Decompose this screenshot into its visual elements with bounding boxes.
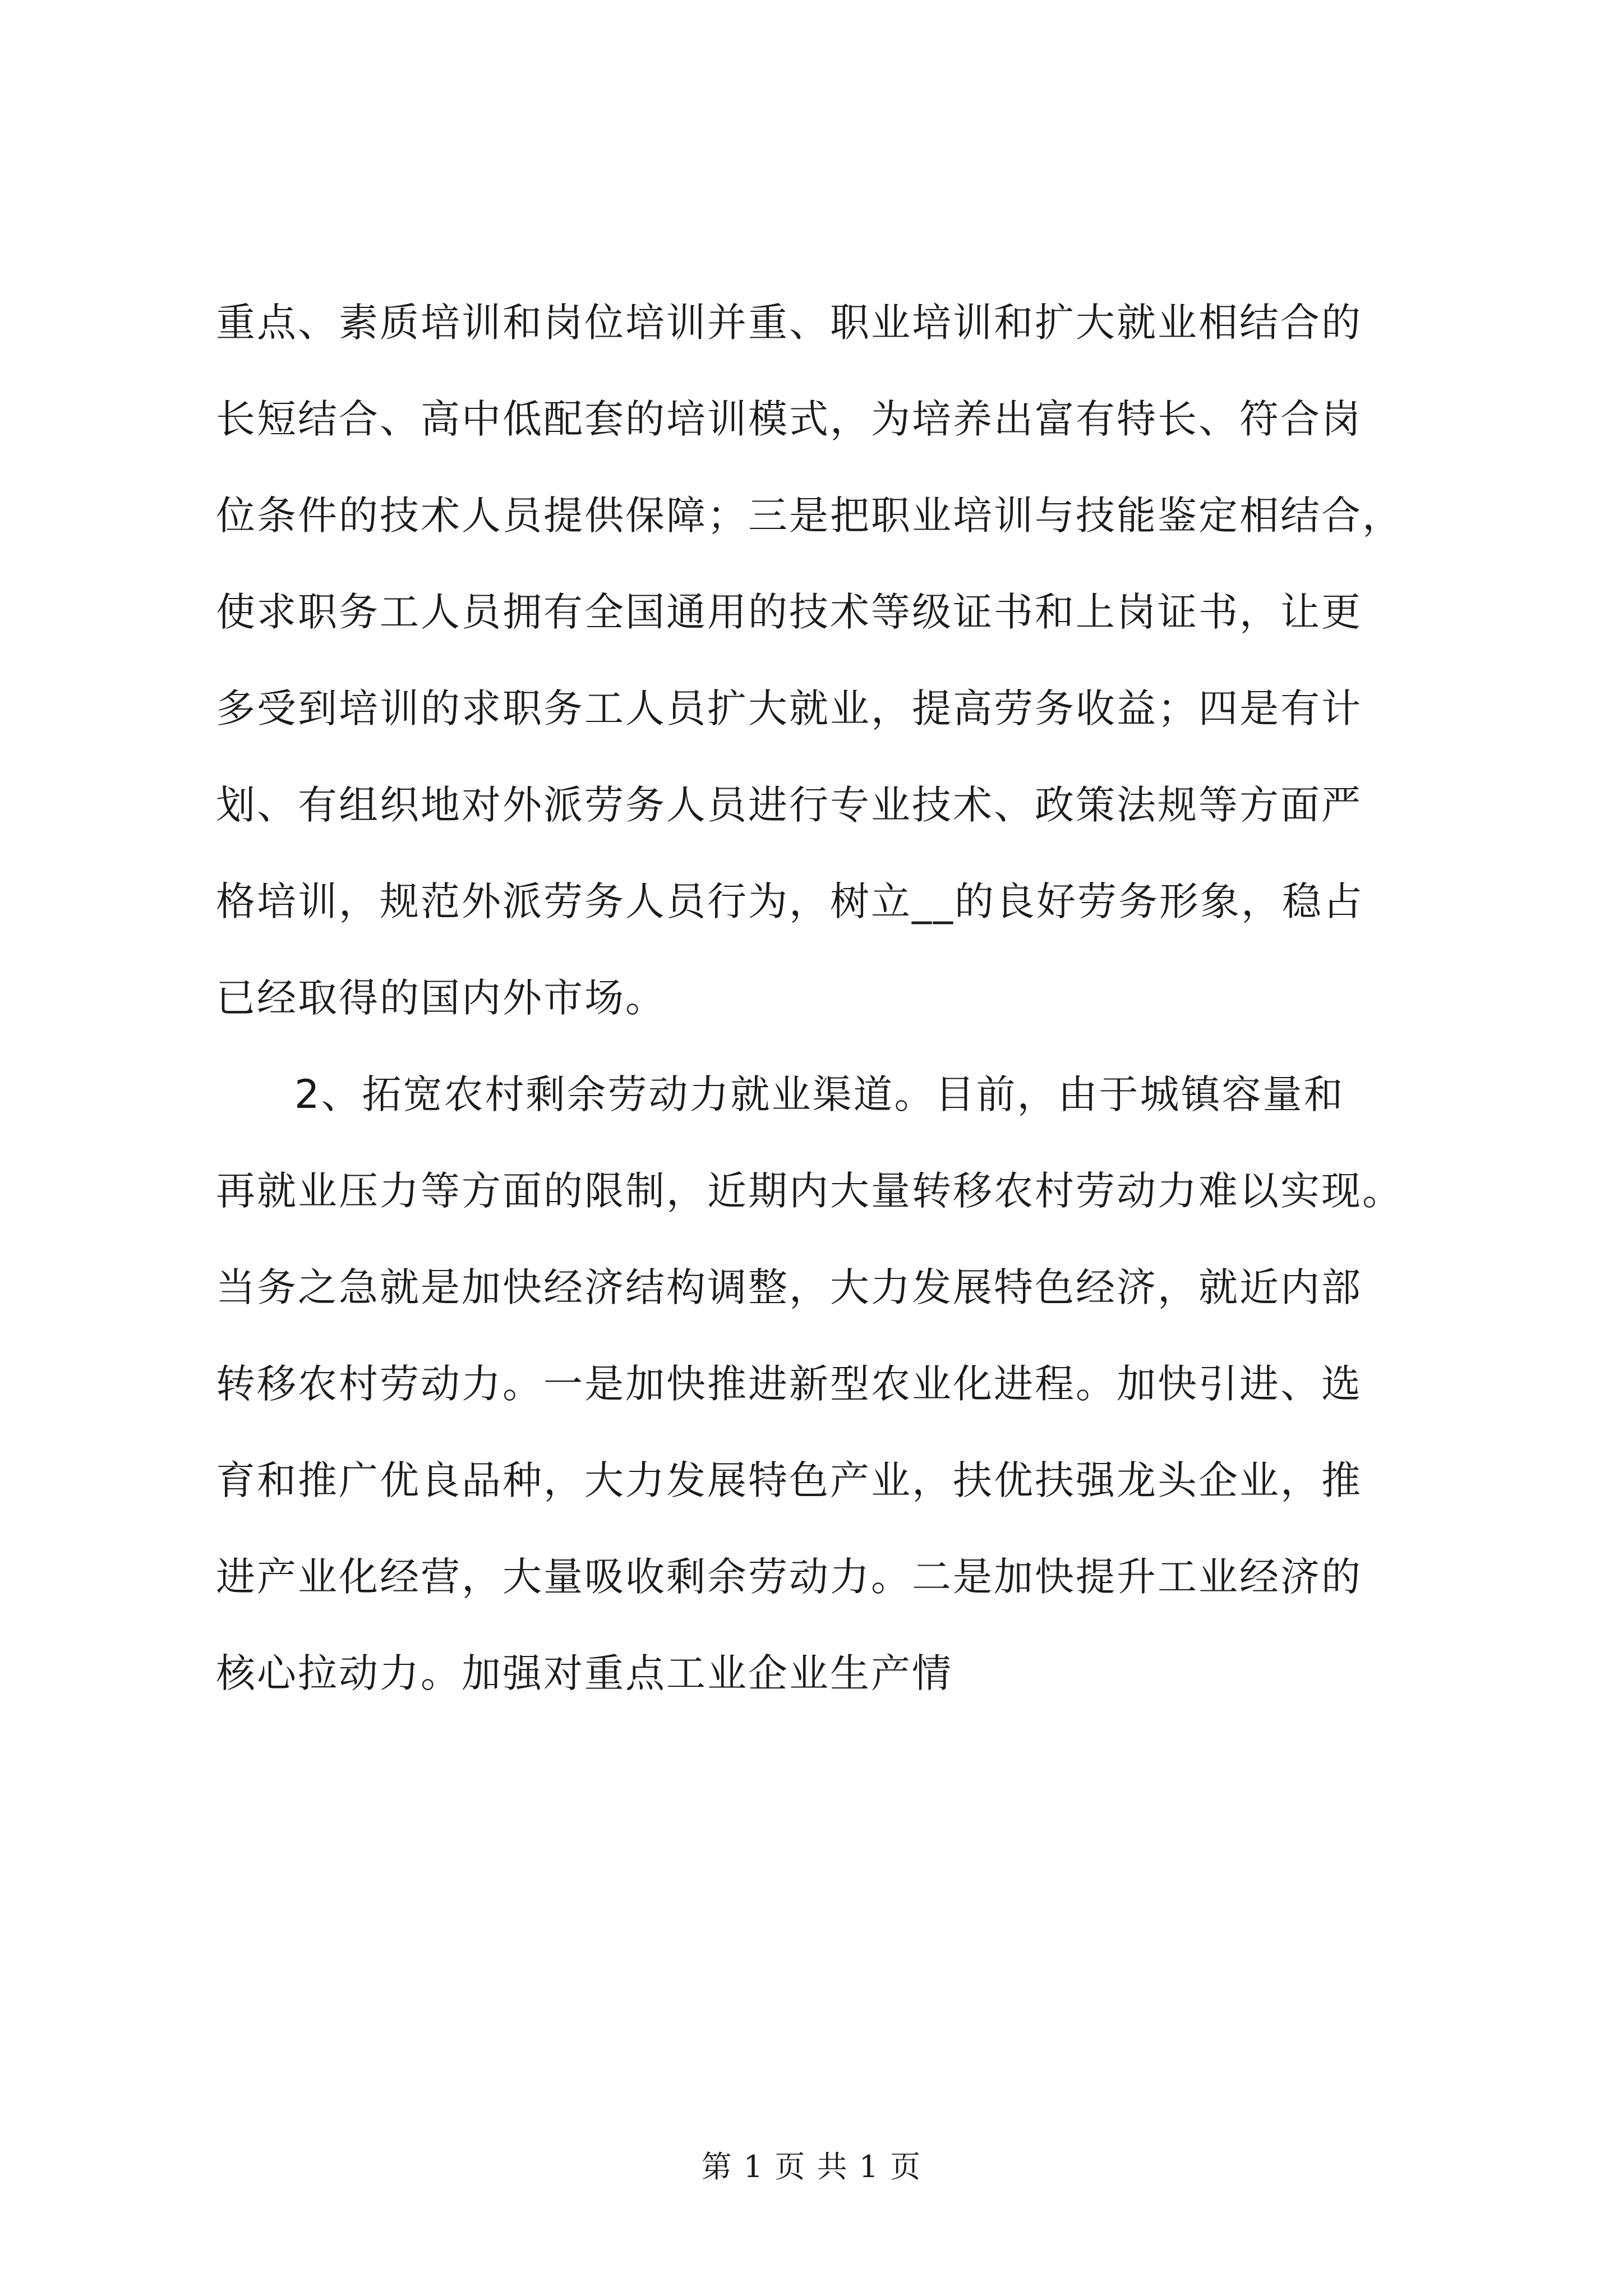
text-line: 位条件的技术人员提供保障；三是把职业培训与技能鉴定相结合， <box>216 493 1403 539</box>
paragraph-start-line: 2、拓宽农村剩余劳动力就业渠道。目前，由于城镇容量和 <box>294 1071 1345 1117</box>
text-line: 进产业化经营，大量吸收剩余劳动力。二是加快提升工业经济的 <box>216 1554 1362 1600</box>
text-line: 核心拉动力。加强对重点工业企业生产情 <box>216 1650 953 1696</box>
text-line: 使求职务工人员拥有全国通用的技术等级证书和上岗证书，让更 <box>216 589 1362 635</box>
text-line: 划、有组织地对外派劳务人员进行专业技术、政策法规等方面严 <box>216 782 1362 828</box>
page-number-footer: 第 1 页 共 1 页 <box>701 2149 922 2184</box>
text-line: 已经取得的国内外市场。 <box>216 975 666 1021</box>
text-line: 再就业压力等方面的限制，近期内大量转移农村劳动力难以实现。 <box>216 1168 1403 1214</box>
text-line: 转移农村劳动力。一是加快推进新型农业化进程。加快引进、选 <box>216 1361 1362 1407</box>
text-line: 育和推广优良品种，大力发展特色产业，扶优扶强龙头企业，推 <box>216 1457 1362 1503</box>
text-line: 重点、素质培训和岗位培训并重、职业培训和扩大就业相结合的 <box>216 300 1362 346</box>
text-line: 当务之急就是加快经济结构调整，大力发展特色经济，就近内部 <box>216 1264 1362 1310</box>
body-text <box>216 297 1467 1745</box>
text-line: 多受到培训的求职务工人员扩大就业，提高劳务收益；四是有计 <box>216 685 1362 731</box>
text-line: 格培训，规范外派劳务人员行为，树立__的良好劳务形象，稳占 <box>216 878 1364 924</box>
text-line: 长短结合、高中低配套的培训模式，为培养出富有特长、符合岗 <box>216 396 1362 442</box>
